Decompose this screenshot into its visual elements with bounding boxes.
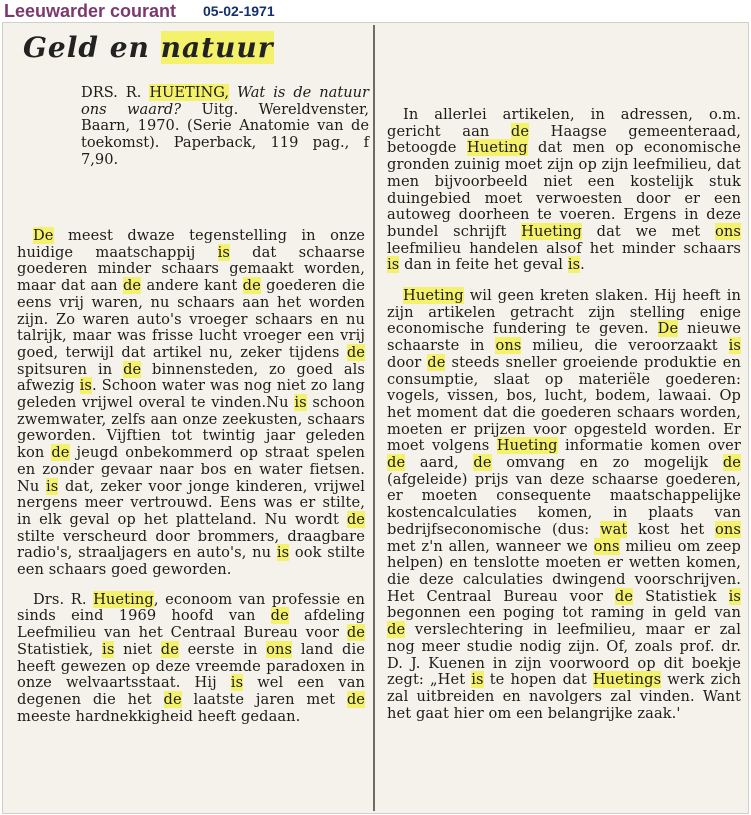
search-highlight: ons (715, 520, 741, 538)
search-highlight: de (160, 640, 179, 658)
column-divider (373, 25, 375, 811)
search-highlight: de (427, 353, 446, 371)
article-title (23, 31, 274, 64)
search-highlight: ons (495, 337, 522, 355)
search-highlight: is (387, 256, 400, 274)
publication-date: 05-02-1971 (203, 3, 275, 19)
search-highlight: de (473, 454, 492, 472)
review-author-prefix: DRS. R. (81, 84, 150, 101)
search-highlight: is (294, 394, 307, 412)
search-highlight: de (346, 343, 365, 361)
search-highlight: de (270, 607, 289, 625)
search-highlight: Hueting (521, 222, 582, 240)
search-highlight: de (614, 587, 634, 605)
right-paragraph-1: In allerlei artikelen, in adressen, o.m. gericht aan de Haagse gemeenteraad, betoogde Hueting dat men op economische gronden zuinig moet zijn op zijn leefmilieu, dat men bijvoorbeeld niet een kostelijk stuk duingebied moet verwoesten door er een autoweg doorheen te voeren. Ergens in deze bundel schrijft Hueting dat we met ons leefmilieu handelen alsof het minder schaars is dan in feite het geval is. (387, 106, 742, 274)
search-highlight: de (346, 624, 365, 642)
search-highlight: Huetings (592, 671, 662, 689)
search-highlight: is (728, 337, 742, 355)
search-highlight: ons (593, 537, 620, 555)
search-highlight: Hueting (466, 139, 528, 157)
search-highlight: is (728, 587, 741, 605)
search-highlight: de (163, 690, 182, 708)
search-highlight: is (102, 640, 115, 658)
left-column (17, 228, 365, 725)
search-highlight: is (567, 256, 581, 274)
left-paragraph-1: De meest dwaze tegenstelling in onze huidige maatschappij is dat schaarse goederen minder schaars gemaakt worden, maar dat aan de andere kant de goederen die eens vrij waren, nu schaars aan het worden zijn. Zo waren auto's vroeger schaars en nu talrijk, maar was frisse lucht vroeger een vrij goed, terwijl dat artikel nu, zeker tijdens de spitsuren in de binnensteden, zo goed als afwezig is. Schoon water was nog niet zo lang geleden vrijwel overal te vinden.Nu is schoon zwemwater, zelfs aan onze zeekusten, schaars geworden. Vijftien tot twintig jaar geleden kon de jeugd onbekommerd op straat spelen en zonder gevaar naar bos en water fietsen. Nu is dat, zeker voor jonge kinderen, vrijwel nergens meer vertrouwd. Eens was er stilte, in elk geval op het platteland. Nu wordt de stilte verscheurd door brommers, draagbare radio's, straaljagers en auto's, nu is ook stilte een schaars goed geworden. (17, 227, 366, 579)
search-highlight: de (242, 277, 261, 295)
search-highlight: Hueting (93, 590, 154, 608)
search-highlight: Hueting (496, 437, 558, 455)
book-review-info (81, 85, 369, 169)
search-highlight: de (346, 510, 365, 528)
search-highlight: de (387, 454, 406, 472)
review-book-title: Wat is de natuur ons waard? (81, 84, 369, 118)
search-highlight: ons (266, 640, 293, 658)
search-highlight: is (276, 544, 290, 562)
title-part2: natuur (160, 31, 274, 64)
search-highlight: is (46, 477, 59, 495)
search-highlight: is (471, 671, 484, 689)
search-highlight: de (346, 690, 365, 708)
search-highlight: De (657, 320, 679, 338)
search-highlight: de (510, 122, 530, 140)
search-highlight: de (722, 454, 741, 472)
search-highlight: is (79, 377, 92, 395)
review-details: Uitg. Wereldvenster, Baarn, 1970. (Serie Anatomie van de toekomst). Paperback, 119 pag., f 7,90. (81, 100, 369, 168)
left-paragraph-2: Drs. R. Hueting, econoom van professie en sinds eind 1969 hoofd van de afdeling Leefmilieu van het Centraal Bureau voor de Statistiek, is niet de eerste in ons land die heeft gewezen op deze vreemde paradoxen in onze welvaartsstaat. Hij is wel een van degenen die het de laatste jaren met de meeste hardnekkigheid heeft gedaan. (17, 590, 366, 725)
search-highlight: wat (599, 520, 628, 538)
search-highlight: Hueting (403, 287, 464, 305)
search-highlight: ons (715, 222, 741, 240)
search-highlight: de (122, 277, 142, 295)
search-highlight: de (51, 444, 70, 462)
title-part1: Geld en (23, 31, 161, 64)
right-column (387, 107, 741, 722)
search-highlight: is (217, 243, 230, 261)
search-highlight: is (230, 674, 244, 692)
newspaper-name: Leeuwarder courant (4, 1, 177, 21)
right-paragraph-2: Hueting wil geen kreten slaken. Hij heeft in zijn artikelen getracht zijn stelling enige economische fundering te geven. De nieuwe schaarste in ons milieu, die veroorzaakt is door de steeds sneller groeiende produktie en consumptie, slaat op materiële goederen: vogels, vissen, bos, lucht, bodem, lawaai. Op het moment dat die goederen schaars worden, moeten er prijzen voor opgesteld worden. Er moet volgens Hueting informatie komen over de aard, de omvang en zo mogelijk de (afgeleide) prijs van deze schaarse goederen, er moeten consequente maatschappelijke kostencalculaties komen, in plaats van bedrijfseconomische (dus: wat kost het ons met z'n allen, wanneer we ons milieu om zeep helpen) en tenslotte moeten er wetten komen, die deze calculaties dwingend voorschrijven. Het Centraal Bureau voor de Statistiek is begonnen een poging tot raming in geld van de verslechtering in leefmilieu, maar er zal nog meer studie nodig zijn. Of, zoals prof. dr. D. J. Kuenen in zijn voorwoord op dit boekje zegt: „Het is te hopen dat Huetings werk zich zal uitbreiden en navolgers zal vinden. Want het gaat hier om een belangrijke zaak.' (387, 287, 742, 722)
newspaper-clipping (2, 22, 749, 814)
archive-header (0, 0, 751, 22)
review-author-name: HUETING, (149, 84, 230, 101)
search-highlight: de (387, 621, 406, 639)
search-highlight: de (123, 360, 142, 378)
search-highlight: De (33, 227, 54, 244)
